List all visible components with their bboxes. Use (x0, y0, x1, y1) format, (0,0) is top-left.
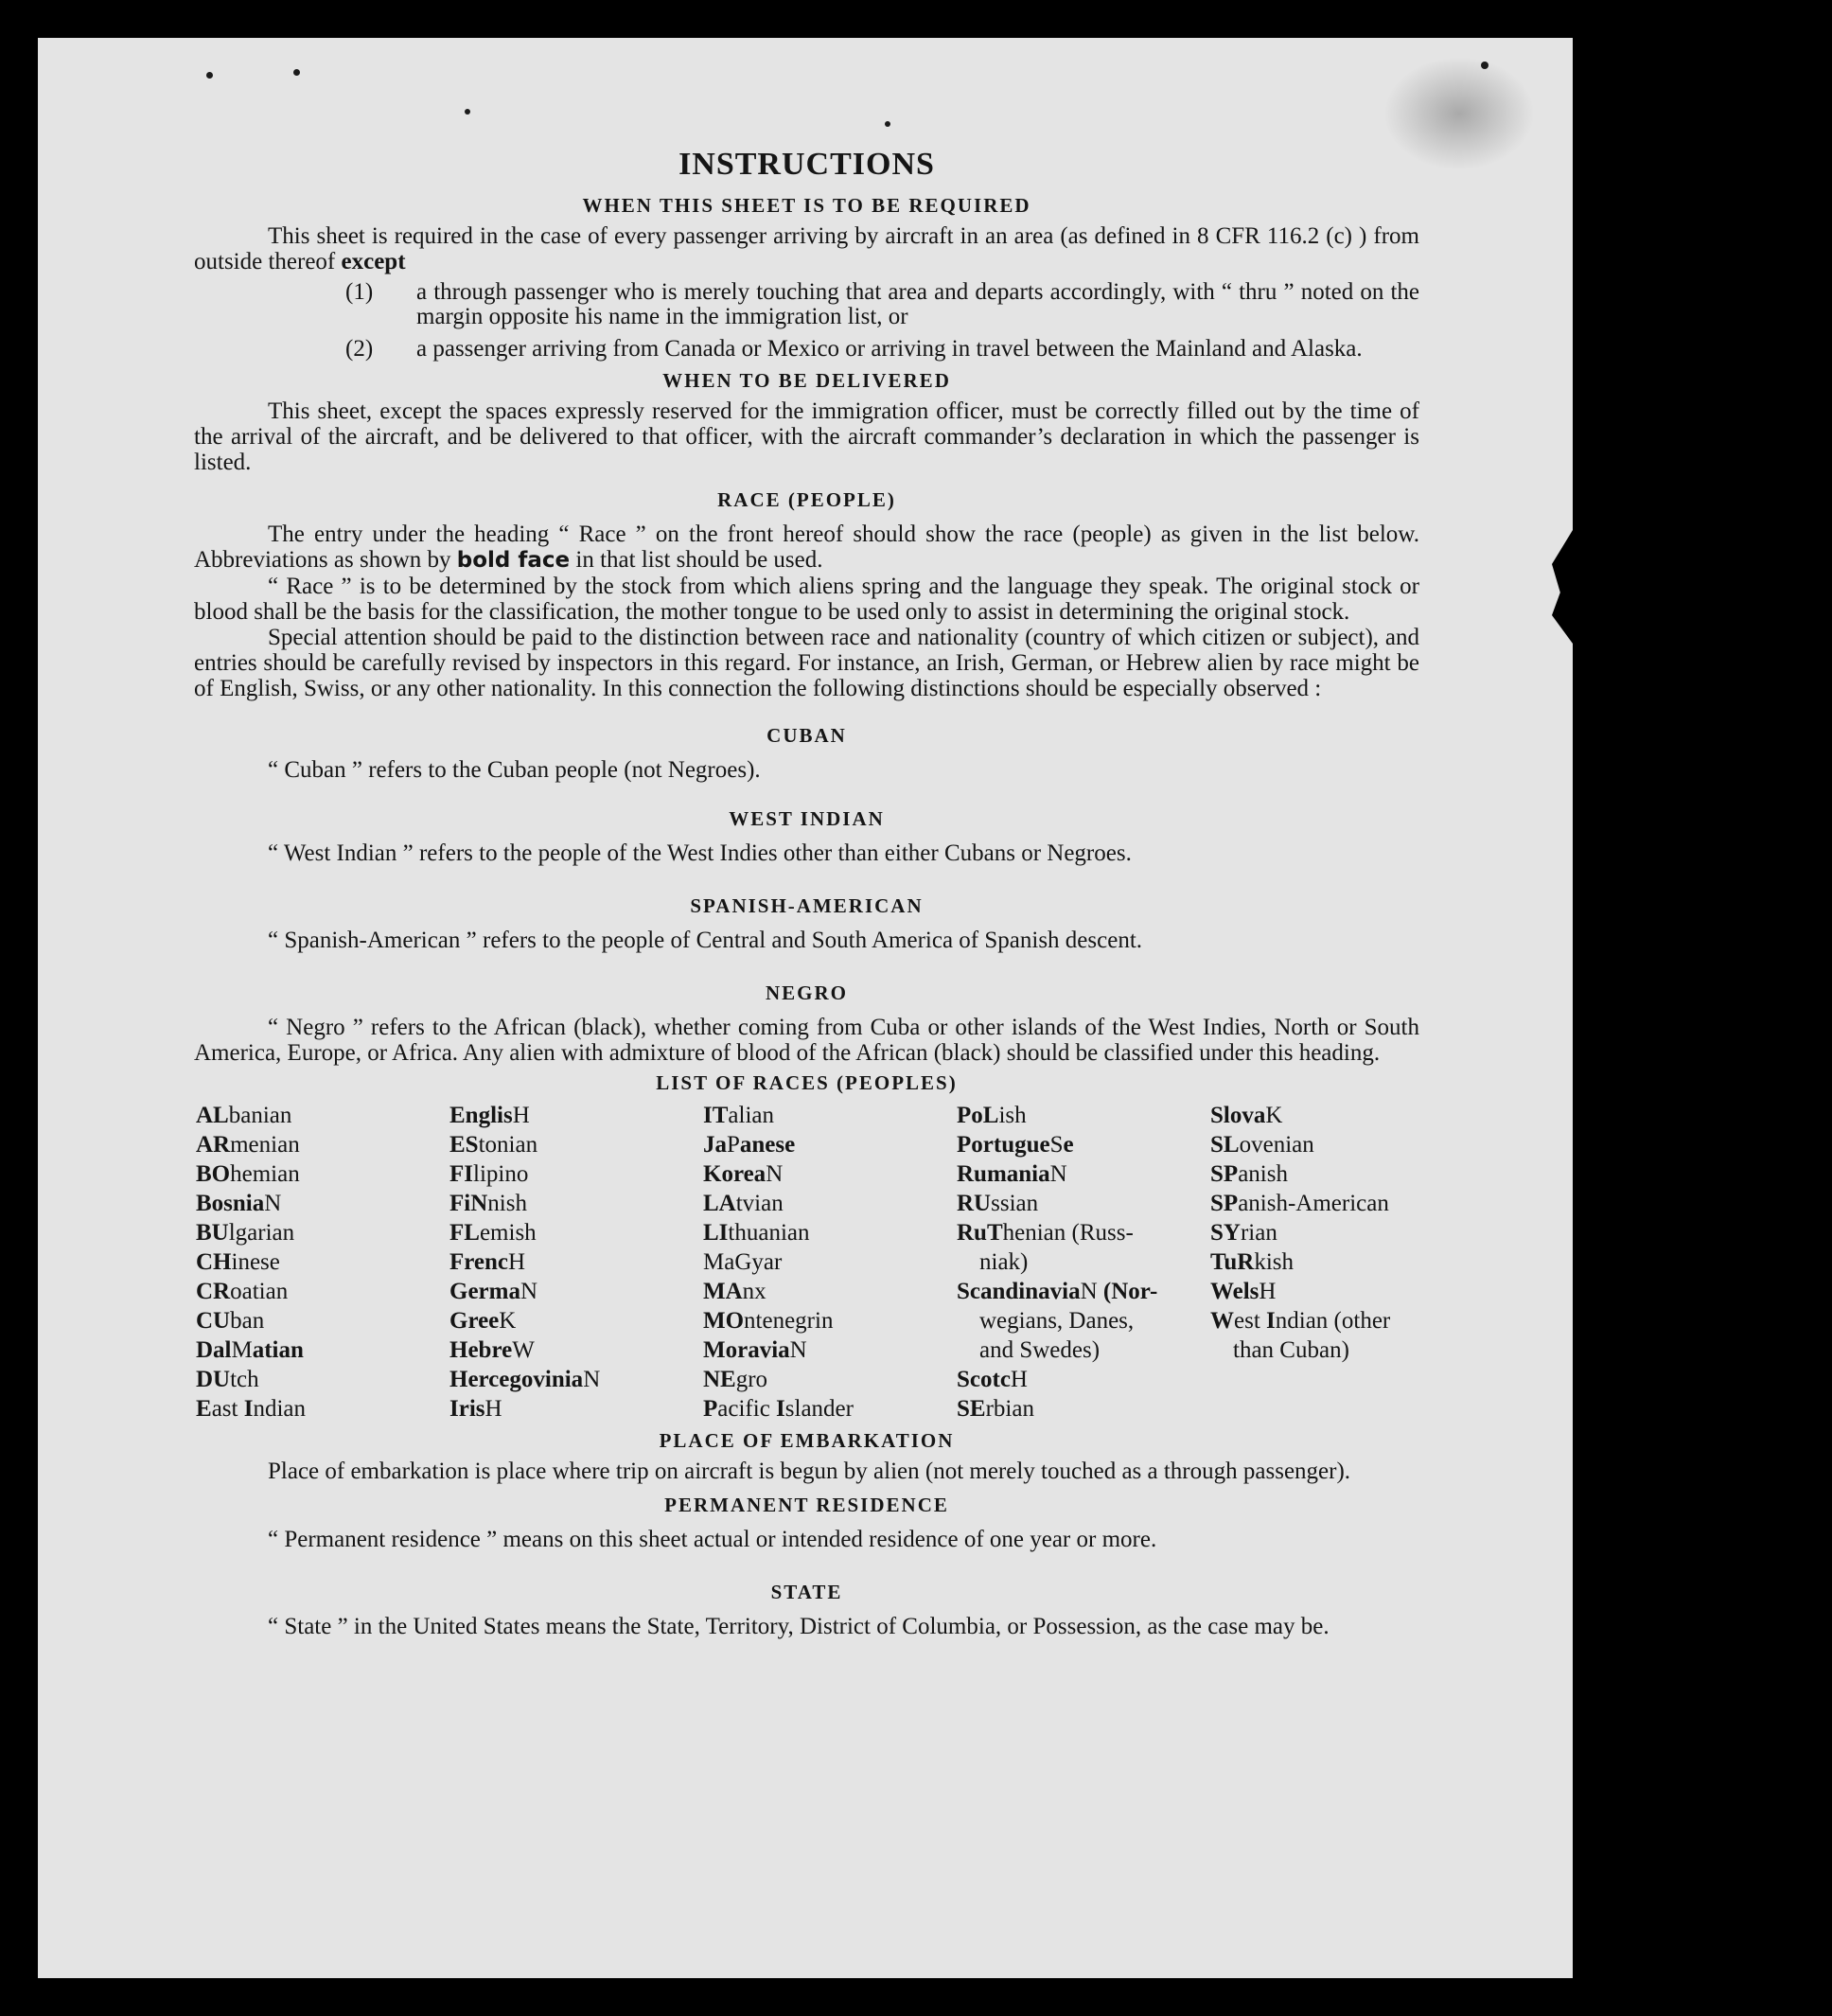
race-entry: DUtch (196, 1367, 259, 1392)
race-entry: TuRkish (1210, 1249, 1295, 1275)
race-paragraph-3: Special attention should be paid to the distinction between race and nationality (country of which citizen or subject), and entries should be carefully revised by inspectors in this regard. For instance, an Irish, German, or Hebrew alien by race might be of English, Swiss, or any other nationality. In this connection the following distinctions should be especially observed : (194, 625, 1419, 701)
heading-permanent-residence: PERMANENT RESIDENCE (664, 1494, 949, 1516)
ink-speck (206, 72, 213, 79)
race-entry: HercegoviniaN (449, 1367, 601, 1392)
state-text: “ State ” in the United States means the State, Territory, District of Columbia, or Possession, as the case may be. (268, 1614, 1330, 1639)
race-entry: MAnx (703, 1279, 766, 1304)
race-entry: niak) (979, 1249, 1029, 1275)
race-entry: RUssian (957, 1191, 1039, 1216)
race-entry: SLovenian (1210, 1132, 1314, 1158)
instructions-content (194, 147, 1419, 1639)
race-entry: WelsH (1210, 1279, 1277, 1304)
race-entry: SPanish-American (1210, 1191, 1389, 1216)
race-entry: DalMatian (196, 1337, 304, 1363)
heading-required: WHEN THIS SHEET IS TO BE REQUIRED (582, 194, 1031, 217)
race-entry: and Swedes) (979, 1337, 1101, 1363)
race-entry: CUban (196, 1308, 265, 1334)
race-entry: BosniaN (196, 1191, 282, 1216)
race-entry: SlovaK (1210, 1103, 1283, 1128)
embarkation-text: Place of embarkation is place where trip on aircraft is begun by alien (not merely touched as a through passenger). (268, 1459, 1351, 1484)
race-entry: RumaniaN (957, 1161, 1067, 1187)
heading-spanish-american: SPANISH-AMERICAN (690, 894, 924, 917)
exception-item-2: (2) a passenger arriving from Canada or Mexico or arriving in travel between the Mainland and Alaska. (345, 336, 1363, 362)
race-entry: ALbanian (196, 1103, 292, 1128)
heading-race: RACE (PEOPLE) (717, 488, 896, 511)
race-entry: GreeK (449, 1308, 517, 1334)
race-column (196, 1101, 449, 1424)
heading-embarkation: PLACE OF EMBARKATION (659, 1429, 955, 1452)
ink-speck (885, 121, 890, 127)
race-entry: BOhemian (196, 1161, 300, 1187)
exception-list (194, 280, 1419, 362)
residence-text: “ Permanent residence ” means on this sheet actual or intended residence of one year or more. (268, 1527, 1157, 1552)
race-entry: HebreW (449, 1337, 535, 1363)
races-list (196, 1101, 1419, 1424)
race-entry: RuThenian (Russ- (957, 1220, 1134, 1246)
document-page (38, 38, 1573, 1978)
heading-delivered: WHEN TO BE DELIVERED (662, 369, 951, 392)
race-entry: Pacific Islander (703, 1396, 854, 1422)
race-entry: wegians, Danes, (979, 1308, 1135, 1334)
race-entry: SPanish (1210, 1161, 1288, 1187)
race-entry: MoraviaN (703, 1337, 807, 1363)
heading-west-indian: WEST INDIAN (729, 807, 885, 830)
ink-speck (293, 69, 300, 76)
race-entry: NEgro (703, 1367, 768, 1392)
race-entry: LIthuanian (703, 1220, 810, 1246)
race-entry: FiNnish (449, 1191, 527, 1216)
ink-speck (1481, 62, 1488, 69)
race-entry: KoreaN (703, 1161, 784, 1187)
race-entry: EnglisH (449, 1103, 530, 1128)
race-entry: West Indian (other (1210, 1308, 1391, 1334)
race-entry: FrencH (449, 1249, 526, 1275)
race-entry: LAtvian (703, 1191, 784, 1216)
negro-text: “ Negro ” refers to the African (black), whether coming from Cuba or other islands of the West Indies, North or South America, Europe, or Africa. Any alien with admixture of blood of the African (black) should be classified under this heading. (194, 1015, 1419, 1066)
race-entry: BUlgarian (196, 1220, 295, 1246)
race-entry: SErbian (957, 1396, 1034, 1422)
race-entry: FLemish (449, 1220, 537, 1246)
race-entry: CHinese (196, 1249, 280, 1275)
heading-negro: NEGRO (765, 981, 848, 1004)
race-entry: ARmenian (196, 1132, 300, 1158)
race-column (1210, 1101, 1428, 1424)
page-title: INSTRUCTIONS (678, 147, 935, 182)
race-entry: SYrian (1210, 1220, 1277, 1246)
race-entry: ITalian (703, 1103, 774, 1128)
race-paragraph-1: The entry under the heading “ Race ” on the front hereof should show the race (people) as given in the list below. Abbreviations as shown by bold face in that list should be used. (194, 522, 1419, 573)
page-tear (1552, 530, 1573, 644)
race-entry: JaPanese (703, 1132, 796, 1158)
race-column (449, 1101, 703, 1424)
race-entry: FIlipino (449, 1161, 529, 1187)
race-entry: East Indian (196, 1396, 306, 1422)
race-entry: MOntenegrin (703, 1308, 834, 1334)
ink-speck (465, 109, 470, 115)
delivered-text: This sheet, except the spaces expressly reserved for the immigration officer, must be correctly filled out by the time of the arrival of the aircraft, and be delivered to that officer, with the aircraft commander’s declaration in which the passenger is listed. (194, 398, 1419, 475)
heading-cuban: CUBAN (766, 724, 847, 747)
race-entry: GermaN (449, 1279, 538, 1304)
race-column (957, 1101, 1210, 1424)
exception-item-1: (1) a through passenger who is merely touching that area and departs accordingly, with “ thru ” noted on the margin opposite his name in the immigration list, or (345, 279, 1419, 329)
race-entry: MaGyar (703, 1249, 783, 1275)
race-entry: IrisH (449, 1396, 502, 1422)
race-entry: PortugueSe (957, 1132, 1074, 1158)
cuban-text: “ Cuban ” refers to the Cuban people (not Negroes). (268, 757, 761, 783)
spanish-american-text: “ Spanish-American ” refers to the people of Central and South America of Spanish descent. (268, 928, 1143, 953)
west-indian-text: “ West Indian ” refers to the people of the West Indies other than either Cubans or Negroes. (268, 840, 1132, 866)
race-entry: EStonian (449, 1132, 538, 1158)
race-column (703, 1101, 957, 1424)
race-entry: ScotcH (957, 1367, 1028, 1392)
race-entry: ScandinaviaN (Nor- (957, 1279, 1158, 1304)
race-paragraph-2: “ Race ” is to be determined by the stock from which aliens spring and the language they speak. The original stock or blood shall be the basis for the classification, the mother tongue to be used only to assist in determining the original stock. (194, 574, 1419, 625)
heading-list-of-races: LIST OF RACES (PEOPLES) (656, 1071, 958, 1094)
heading-state: STATE (770, 1581, 843, 1603)
required-intro: This sheet is required in the case of every passenger arriving by aircraft in an area (as defined in 8 CFR 116.2 (c) ) from outside thereof except (194, 223, 1419, 274)
race-entry: CRoatian (196, 1279, 289, 1304)
race-entry: than Cuban) (1233, 1337, 1349, 1363)
race-entry: PoLish (957, 1103, 1027, 1128)
